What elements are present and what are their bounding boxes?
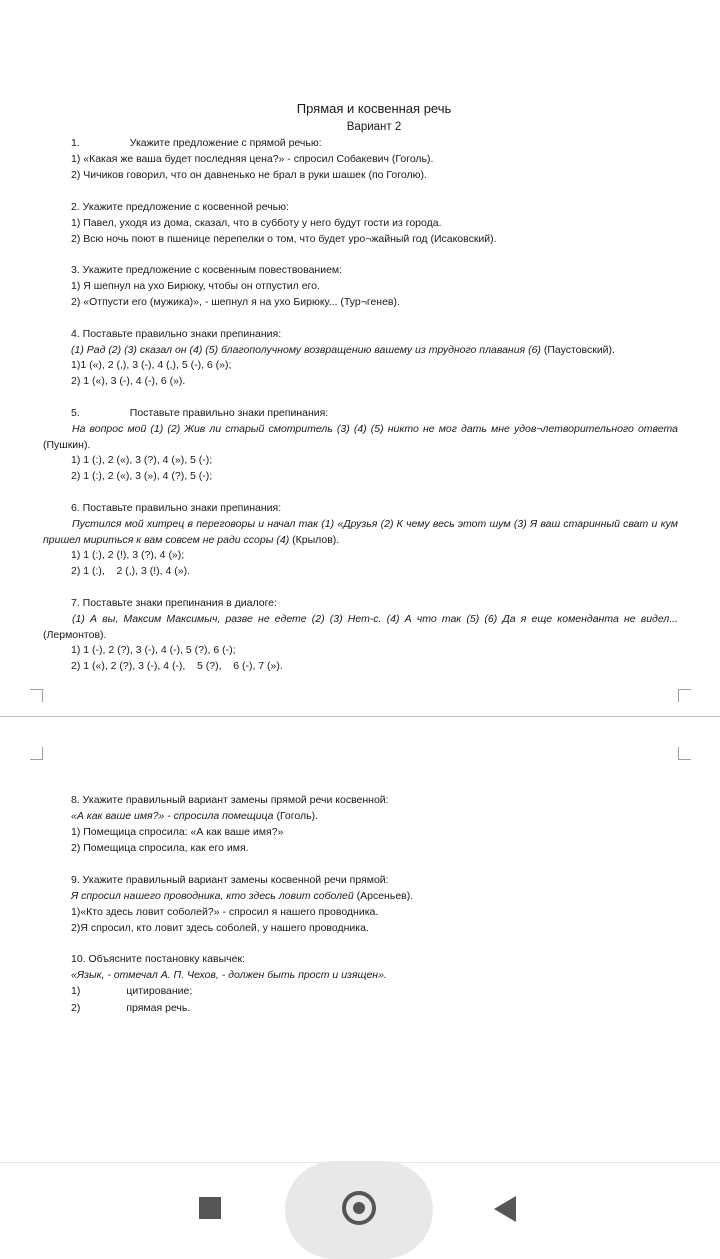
question-8-sentence-text: «А как ваше имя?» - спросила помещица: [71, 810, 274, 822]
question-5-author: (Пушкин).: [43, 439, 91, 451]
home-circle-icon[interactable]: [342, 1191, 376, 1225]
question-1-prompt: [71, 136, 322, 150]
question-5-text: Поставьте правильно знаки препинания:: [129, 407, 329, 419]
question-7-prompt: 7. Поставьте знаки препинания в диалоге:: [71, 597, 277, 609]
question-10-option-1: [71, 984, 192, 998]
question-7-option-2: 2) 1 («), 2 (?), 3 (-), 4 (-), 5 (?), 6 (-), 7 (»).: [71, 660, 283, 672]
question-6-option-1: 1) 1 (:), 2 (!), 3 (?), 4 (»);: [71, 549, 185, 561]
question-9-prompt: 9. Укажите правильный вариант замены косвенной речи прямой:: [71, 874, 389, 886]
question-5-sentence: [43, 421, 678, 453]
recents-square-icon[interactable]: [199, 1197, 221, 1219]
question-10-option-1-number: 1): [71, 985, 81, 997]
question-9-sentence-text: Я спросил нашего проводника, кто здесь ловит соболей: [71, 890, 354, 902]
question-7-author: (Лермонтов).: [43, 629, 107, 641]
question-4-sentence-text: (1) Рад (2) (3) сказал он (4) (5) благополучному возвращению вашему из трудного плавания (6): [71, 344, 541, 356]
question-6-sentence: [43, 516, 678, 548]
question-8-option-1: 1) Помещица спросила: «А как ваше имя?»: [71, 826, 284, 838]
question-4-option-1: 1)1 («), 2 (,), 3 (-), 4 (,), 5 (-), 6 (»);: [71, 359, 232, 371]
question-5-prompt: [71, 406, 328, 420]
question-5-option-2: 2) 1 (:), 2 («), 3 (»), 4 (?), 5 (-);: [71, 470, 213, 482]
question-6-author: (Крылов).: [289, 534, 340, 546]
question-7-sentence-text: (1) А вы, Максим Максимыч, разве не едете (2) (3) Нет-с. (4) А что так (5) (6) Да я еще коменданта не видел...: [72, 613, 678, 625]
question-10-option-2-text: прямая речь.: [126, 1002, 191, 1014]
question-10-option-1-text: цитирование;: [126, 985, 193, 997]
question-6-prompt: 6. Поставьте правильно знаки препинания:: [71, 502, 282, 514]
question-6-option-2: 2) 1 (:), 2 (,), 3 (!), 4 (»).: [71, 565, 191, 577]
question-8-option-2: 2) Помещица спросила, как его имя.: [71, 842, 249, 854]
question-2-prompt: 2. Укажите предложение с косвенной речью:: [71, 201, 289, 213]
question-4-prompt: 4. Поставьте правильно знаки препинания:: [71, 328, 282, 340]
question-1-number: 1.: [71, 137, 80, 149]
document-title: Прямая и косвенная речь: [296, 101, 452, 116]
question-7-sentence: [43, 611, 678, 643]
question-10-prompt: 10. Объясните постановку кавычек:: [71, 953, 245, 965]
question-2-option-1: 1) Павел, уходя из дома, сказал, что в субботу у него будут гости из города.: [71, 217, 442, 229]
system-navigation-bar: [0, 1162, 720, 1258]
question-9-option-1: 1)«Кто здесь ловит соболей?» - спросил я нашего проводника.: [71, 906, 379, 918]
document-page-2: [0, 717, 720, 1162]
question-4-sentence: [71, 343, 615, 357]
question-1-option-2: 2) Чичиков говорил, что он давненько не брал в руки шашек (по Гоголю).: [71, 169, 427, 181]
question-7-option-1: 1) 1 (-), 2 (?), 3 (-), 4 (-), 5 (?), 6 (-);: [71, 644, 236, 656]
question-8-prompt: 8. Укажите правильный вариант замены прямой речи косвенной:: [71, 794, 389, 806]
question-9-sentence: [71, 889, 413, 903]
question-9-option-2: 2)Я спросил, кто ловит здесь соболей, у нашего проводника.: [71, 922, 369, 934]
variant-label: Вариант 2: [346, 121, 402, 133]
question-10-option-2: [71, 1001, 190, 1015]
question-4-author: (Паустовский).: [540, 344, 615, 356]
question-5-option-1: 1) 1 (:), 2 («), 3 (?), 4 (»), 5 (-);: [71, 454, 213, 466]
question-6-sentence-text: Пустился мой хитрец в переговоры и начал так (1) «Друзья (2) К чему весь этот шум (3) Я ваш старинный сват и кум пришел мириться к вам совсем не ради ссоры (4): [43, 518, 678, 546]
page-corner-mark: [30, 747, 43, 760]
back-triangle-icon[interactable]: [494, 1196, 516, 1222]
question-1-option-1: 1) «Какая же ваша будет последняя цена?» - спросил Собакевич (Гоголь).: [71, 153, 434, 165]
page-corner-mark: [678, 689, 691, 702]
page-corner-mark: [30, 689, 43, 702]
question-10-sentence: «Язык, - отмечал А. П. Чехов, - должен быть прост и изящен».: [71, 969, 387, 981]
question-4-option-2: 2) 1 («), 3 (-), 4 (-), 6 (»).: [71, 375, 186, 387]
question-3-option-1: 1) Я шепнул на ухо Бирюку, чтобы он отпустил его.: [71, 280, 320, 292]
question-8-sentence: [71, 809, 318, 823]
home-circle-dot-icon: [353, 1202, 365, 1214]
question-3-option-2: 2) «Отпусти его (мужика)», - шепнул я на ухо Бирюку... (Тур¬генев).: [71, 296, 400, 308]
question-3-prompt: 3. Укажите предложение с косвенным повествованием:: [71, 264, 343, 276]
question-2-option-2: 2) Всю ночь поют в пшенице перепелки о том, что будет уро¬жайный год (Исаковский).: [71, 233, 497, 245]
question-1-text: Укажите предложение с прямой речью:: [129, 137, 322, 149]
question-10-option-2-number: 2): [71, 1002, 81, 1014]
question-8-author: (Гоголь).: [273, 810, 318, 822]
question-5-sentence-text: На вопрос мой (1) (2) Жив ли старый смотритель (3) (4) (5) никто не мог дать мне удов¬летворительного ответа: [72, 423, 678, 435]
page-corner-mark: [678, 747, 691, 760]
question-5-number: 5.: [71, 407, 80, 419]
question-9-author: (Арсеньев).: [353, 890, 414, 902]
